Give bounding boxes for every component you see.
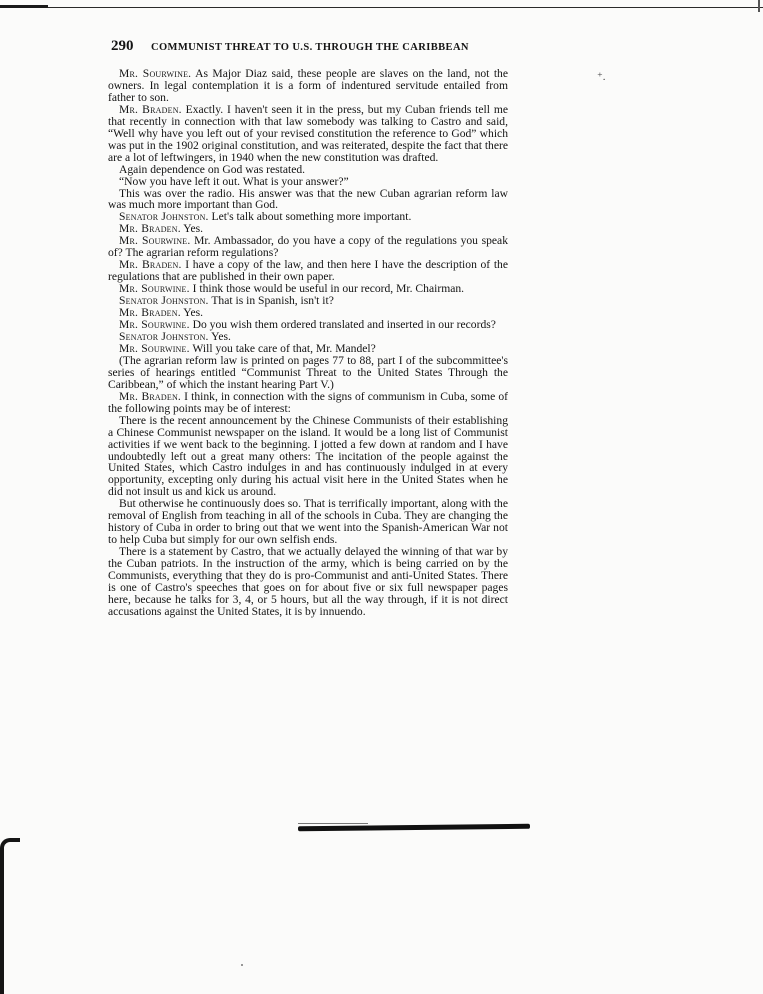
- paragraph-text: Will you take care of that, Mr. Mandel?: [189, 341, 376, 355]
- paragraph-text: Yes.: [180, 306, 204, 320]
- page-number: 290: [111, 38, 134, 54]
- paragraph-text: That is in Spanish, isn't it?: [208, 294, 334, 308]
- paragraph-text: As Major Diaz said, these people are slaves on the land, not the owners. In legal contemplation it is a form of indentured servitude entailed from father to son.: [108, 67, 509, 104]
- paragraph-text: Yes.: [180, 222, 204, 236]
- paragraph-text: I think, in connection with the signs of communism in Cuba, some of the following points may be of interest:: [108, 389, 508, 415]
- paragraph-text: Yes.: [208, 329, 231, 343]
- speaker-name: Senator Johnston.: [119, 329, 209, 343]
- paragraph: [108, 355, 508, 391]
- paragraph: [108, 415, 508, 499]
- paragraph: [108, 104, 508, 164]
- paragraph-text: (The agrarian reform law is printed on pages 77 to 88, part I of the subcommittee's series of hearings entitled “Communist Threat to the United States Through the Caribbean,” of which the instant hearing Part V.): [108, 353, 508, 391]
- paragraph: [108, 498, 508, 546]
- paragraph-text: This was over the radio. His answer was that the new Cuban agrarian reform law was much more important than God.: [108, 186, 508, 212]
- paragraph-text: Again dependence on God was restated.: [119, 162, 306, 176]
- paragraph: [108, 188, 508, 212]
- paragraph-text: Mr. Ambassador, do you have a copy of the regulations you speak of? The agrarian reform regulations?: [108, 234, 509, 260]
- speaker-name: Mr. Braden.: [119, 389, 182, 403]
- speaker-name: Mr. Sourwine.: [119, 341, 190, 355]
- speaker-name: Mr. Sourwine.: [119, 282, 190, 296]
- paragraph: [108, 391, 508, 415]
- page-body: [108, 68, 508, 618]
- paragraph: [108, 259, 508, 283]
- paragraph-text: Let's talk about something more important.: [208, 210, 412, 224]
- margin-mark: ⁺.: [597, 71, 606, 83]
- paragraph-text: Exactly. I haven't seen it in the press, but my Cuban friends tell me that recently in connection with that law somebody was talking to Castro and said, “Well why have you left out of your revised constitution the reference to God” which was put in the 1902 original constitution, and was reiterated, despite the fact that there are a lot of leftwingers, in 1940 when the new constitution was drafted.: [108, 102, 508, 164]
- scan-rule-thin: [298, 823, 368, 824]
- speaker-name: Mr. Braden.: [119, 258, 182, 272]
- top-border-thick: [0, 5, 48, 8]
- scan-border: [0, 838, 20, 994]
- paragraph: [108, 68, 508, 104]
- top-border-rule: [48, 7, 763, 8]
- speaker-name: Mr. Braden.: [119, 102, 182, 116]
- running-title: COMMUNIST THREAT TO U.S. THROUGH THE CARIBBEAN: [151, 42, 469, 53]
- speaker-name: Mr. Sourwine.: [119, 318, 190, 332]
- top-border: [0, 0, 763, 12]
- speaker-name: Mr. Sourwine.: [119, 67, 192, 80]
- paragraph: [108, 235, 508, 259]
- scan-speck: [241, 964, 243, 966]
- paragraph-text: I think those would be useful in our record, Mr. Chairman.: [189, 282, 465, 296]
- page-header: [111, 38, 511, 58]
- speaker-name: Senator Johnston.: [119, 294, 209, 308]
- paragraph-text: I have a copy of the law, and then here I have the description of the regulations that are published in their own paper.: [108, 258, 508, 284]
- paragraph-text: There is the recent announcement by the Chinese Communists of their establishing a Chinese Communist newspaper on the island. It would be a long list of Communist activities if we went back to the beginning. I jotted a few down at random and I have undoubtedly left out a great many others: The incitation of the people against the United States, which Castro indulges in and has continuously indulged in at every opportunity, excepting only during his actual visit here in the United States when he did not insult us and kick us around.: [108, 413, 508, 499]
- paragraph-text: But otherwise he continuously does so. That is terrifically important, along with the removal of English from teaching in all of the schools in Cuba. They are changing the history of Cuba in order to bring out that we went into the Spanish-American War not to help Cuba but simply for our own selfish ends.: [108, 497, 508, 547]
- speaker-name: Mr. Braden.: [119, 306, 181, 320]
- paragraph-text: Do you wish them ordered translated and inserted in our records?: [189, 318, 496, 332]
- speaker-name: Senator Johnston.: [119, 210, 209, 224]
- top-border-tick: [758, 0, 760, 12]
- paragraph: [108, 546, 508, 618]
- scan-rule: [298, 824, 530, 831]
- speaker-name: Mr. Sourwine.: [119, 234, 191, 248]
- speaker-name: Mr. Braden.: [119, 222, 181, 236]
- paragraph-text: There is a statement by Castro, that we actually delayed the winning of that war by the Cuban patriots. In the instruction of the army, which is being carried on by the Communists, everything that they do is pro-Communist and anti-United States. There is one of Castro's speeches that goes on for about five or six full newspaper pages here, because he talks for 3, 4, or 5 hours, but all the way through, if it is not direct accusations against the United States, it is by innuendo.: [108, 545, 508, 618]
- paragraph-text: “Now you have left it out. What is your answer?”: [119, 174, 349, 188]
